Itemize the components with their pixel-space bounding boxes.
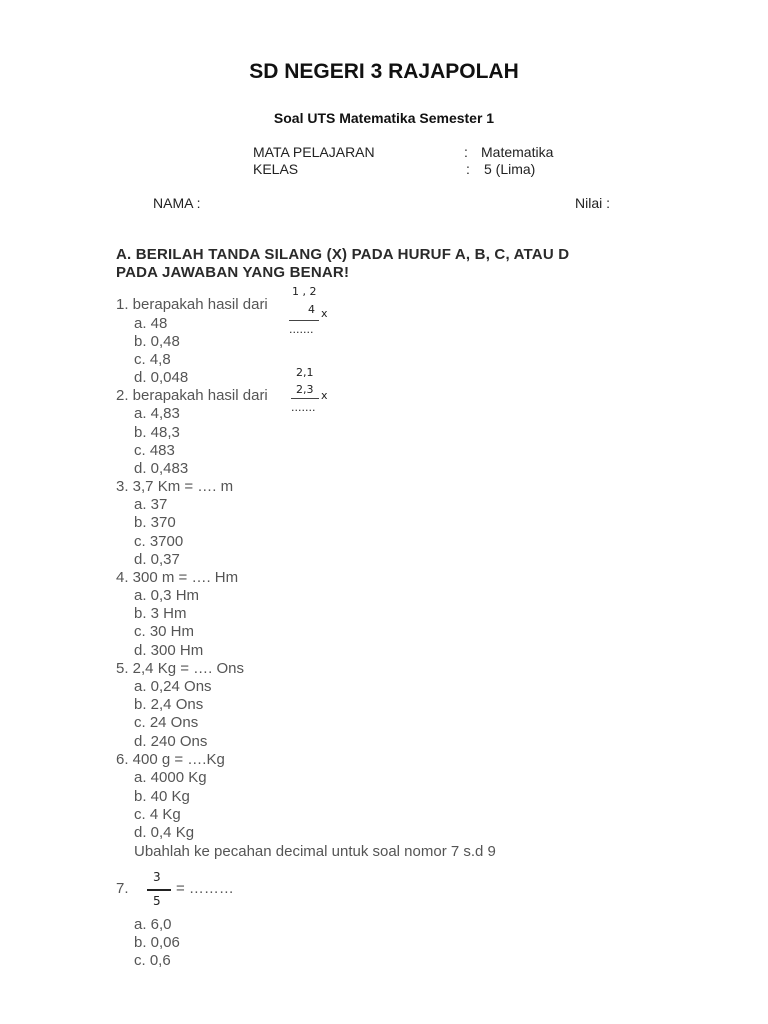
question-7-fraction-bar — [147, 889, 171, 891]
question-3-option-d: d. 0,37 — [134, 551, 180, 568]
section-a-instruction-line2: PADA JAWABAN YANG BENAR! — [116, 264, 350, 281]
question-2-fraction-bar — [291, 398, 319, 399]
question-5-option-b: b. 2,4 Ons — [134, 696, 204, 713]
question-2-option-b: b. 48,3 — [134, 424, 180, 441]
question-1-denominator: 4 — [308, 303, 315, 316]
question-7-equals: = ……… — [176, 880, 234, 897]
question-2-numerator: 2,1 — [296, 366, 314, 379]
subject-label: MATA PELAJARAN — [253, 144, 375, 160]
question-7-numerator: 3 — [153, 870, 161, 884]
score-label: Nilai : — [575, 195, 611, 211]
question-2-fraction — [286, 366, 336, 418]
question-1-numerator: 1 , 2 — [292, 285, 317, 298]
exam-title: Soal UTS Matematika Semester 1 — [273, 110, 495, 126]
question-2-operator: x — [321, 389, 328, 402]
question-7-number: 7. — [116, 880, 129, 897]
subject-colon: : — [464, 144, 468, 160]
question-5-option-a: a. 0,24 Ons — [134, 678, 212, 695]
question-2-option-c: c. 483 — [134, 442, 175, 459]
question-7-option-a: a. 6,0 — [134, 916, 172, 933]
question-1-fraction-bar — [289, 320, 319, 321]
question-5-option-c: c. 24 Ons — [134, 714, 199, 731]
question-3-option-b: b. 370 — [134, 514, 176, 531]
question-2-blank: ....... — [291, 401, 316, 414]
question-1-blank: ....... — [289, 323, 314, 336]
class-label: KELAS — [253, 161, 299, 177]
question-2-option-d: d. 0,483 — [134, 460, 189, 477]
question-6-option-b: b. 40 Kg — [134, 788, 190, 805]
question-6-option-d: d. 0,4 Kg — [134, 824, 195, 841]
question-2-denominator: 2,3 — [296, 383, 314, 396]
subject-value: Matematika — [481, 144, 554, 160]
question-1-option-c: c. 4,8 — [134, 351, 171, 368]
question-5-text: 5. 2,4 Kg = …. Ons — [116, 660, 244, 677]
question-7-denominator: 5 — [153, 894, 161, 908]
question-1-fraction — [286, 285, 336, 337]
name-label: NAMA : — [153, 195, 201, 211]
class-colon: : — [466, 161, 470, 177]
class-value: 5 (Lima) — [484, 161, 536, 177]
question-3-text: 3. 3,7 Km = …. m — [116, 478, 234, 495]
question-7-fraction — [145, 870, 175, 912]
question-2-text: 2. berapakah hasil dari — [116, 387, 268, 404]
section-a-instruction-line1: A. BERILAH TANDA SILANG (X) PADA HURUF A, B, C, ATAU D — [116, 246, 570, 263]
instruction-text: Ubahlah ke pecahan decimal untuk soal nomor 7 s.d 9 — [134, 843, 496, 860]
question-6-text: 6. 400 g = ….Kg — [116, 751, 225, 768]
question-4-option-d: d. 300 Hm — [134, 642, 204, 659]
question-7-option-b: b. 0,06 — [134, 934, 180, 951]
question-4-option-a: a. 0,3 Hm — [134, 587, 200, 604]
question-6-option-a: a. 4000 Kg — [134, 769, 207, 786]
question-3-option-a: a. 37 — [134, 496, 168, 513]
question-1-option-b: b. 0,48 — [134, 333, 180, 350]
question-4-option-b: b. 3 Hm — [134, 605, 187, 622]
question-1-text: 1. berapakah hasil dari — [116, 296, 268, 313]
school-name: SD NEGERI 3 RAJAPOLAH — [249, 60, 519, 83]
question-6-option-c: c. 4 Kg — [134, 806, 181, 823]
question-5-option-d: d. 240 Ons — [134, 733, 208, 750]
question-1-operator: x — [321, 307, 328, 320]
question-4-text: 4. 300 m = …. Hm — [116, 569, 239, 586]
question-3-option-c: c. 3700 — [134, 533, 184, 550]
question-2-option-a: a. 4,83 — [134, 405, 180, 422]
question-4-option-c: c. 30 Hm — [134, 623, 195, 640]
question-7-option-c: c. 0,6 — [134, 952, 171, 969]
question-1-option-d: d. 0,048 — [134, 369, 189, 386]
question-1-option-a: a. 48 — [134, 315, 168, 332]
